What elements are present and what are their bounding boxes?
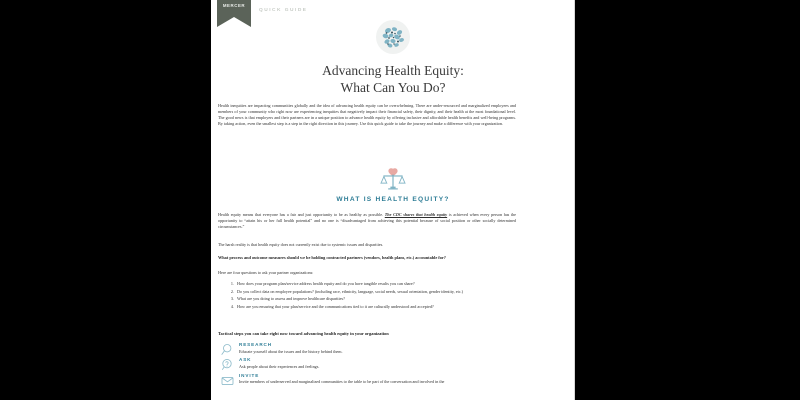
people-cluster-icon bbox=[376, 20, 410, 54]
step-description: Invite members of underserved and marginalized communities to the table to be part of the conversation and involved in the bbox=[239, 379, 445, 385]
quick-guide-label: QUICK GUIDE bbox=[259, 8, 308, 13]
section-heading-what-is-health-equity: WHAT IS HEALTH EQUITY? bbox=[336, 196, 450, 203]
page-title-line-2: What Can You Do? bbox=[340, 80, 446, 95]
list-item: 2. Do you collect data on employee populations? (including race, ethnicity, language, social needs, sexual orientation, gender identity, etc.) bbox=[235, 289, 517, 295]
list-item bbox=[218, 342, 523, 354]
step-title: RESEARCH bbox=[239, 342, 272, 347]
page-title bbox=[211, 62, 575, 96]
hero-icon-container bbox=[211, 20, 575, 54]
tactical-steps-list bbox=[218, 342, 523, 388]
list-item bbox=[218, 357, 523, 369]
magnifier-icon bbox=[221, 343, 234, 356]
list-item: 1. How does your program plan/service address health equity and do you have tangible results you can share? bbox=[235, 281, 517, 287]
envelope-icon bbox=[221, 374, 234, 387]
definition-text-after-link: is achieved when every person has the opportunity to “attain his or her full health potential” and no one is “disadvantaged from achieving this potential because of social position or other socially determined circumstances.” bbox=[218, 212, 517, 229]
section-icon-container bbox=[211, 168, 575, 192]
health-equity-definition bbox=[218, 212, 516, 230]
cdc-health-equity-link[interactable]: The CDC shares that health equity bbox=[384, 212, 448, 217]
list-item: 4. How are you ensuring that your plan/service and the communications tied to it are culturally understood and accepted? bbox=[235, 304, 517, 310]
step-title: INVITE bbox=[239, 372, 260, 378]
questions-lead-in: Here are four questions to ask your partner organizations: bbox=[218, 270, 314, 275]
page-title-line-1: Advancing Health Equity: bbox=[322, 63, 464, 78]
bold-question-heading: What process and outcome measures should we be holding contracted partners (vendors, health plans, etc.) accountable for? bbox=[218, 255, 446, 260]
page-edge-divider bbox=[574, 0, 575, 400]
step-title: ASK bbox=[239, 357, 252, 363]
balance-scales-icon bbox=[380, 168, 406, 192]
step-description: Educate yourself about the issues and the history behind them. bbox=[239, 348, 343, 354]
partner-questions-list bbox=[225, 281, 517, 312]
document-page bbox=[211, 0, 575, 400]
list-item bbox=[218, 373, 523, 385]
definition-text-before-link: Health equity means that everyone has a fair and just opportunity to be as healthy as possible. bbox=[218, 212, 385, 217]
brand-logo-text: MERCER bbox=[222, 3, 246, 8]
harsh-reality-paragraph: The harsh reality is that health equity does not currently exist due to systemic issues and disparities. bbox=[218, 242, 384, 247]
step-description: Ask people about their experiences and feelings. bbox=[239, 363, 320, 369]
question-circle-icon bbox=[221, 358, 234, 371]
tactical-steps-heading: Tactical steps you can take right now toward advancing health equity in your organization bbox=[218, 331, 389, 336]
intro-paragraph: Health inequities are impacting communities globally and the idea of advancing health equity can be overwhelming. There are under-resourced and marginalized employees and members of your community who right now are experiencing inequities that negatively impact their financial safety, their dignity, and their health at the most foundational level. The good news is that employers and their partners are in a unique position to advance health equity by offering inclusive and affordable health benefits and well-being programs. By taking action, even the smallest step is a step in the right direction in this journey. Use this quick guide to take the journey and make a difference with your organization. bbox=[218, 103, 516, 126]
list-item: 3. What are you doing to assess and improve healthcare disparities? bbox=[235, 296, 517, 302]
